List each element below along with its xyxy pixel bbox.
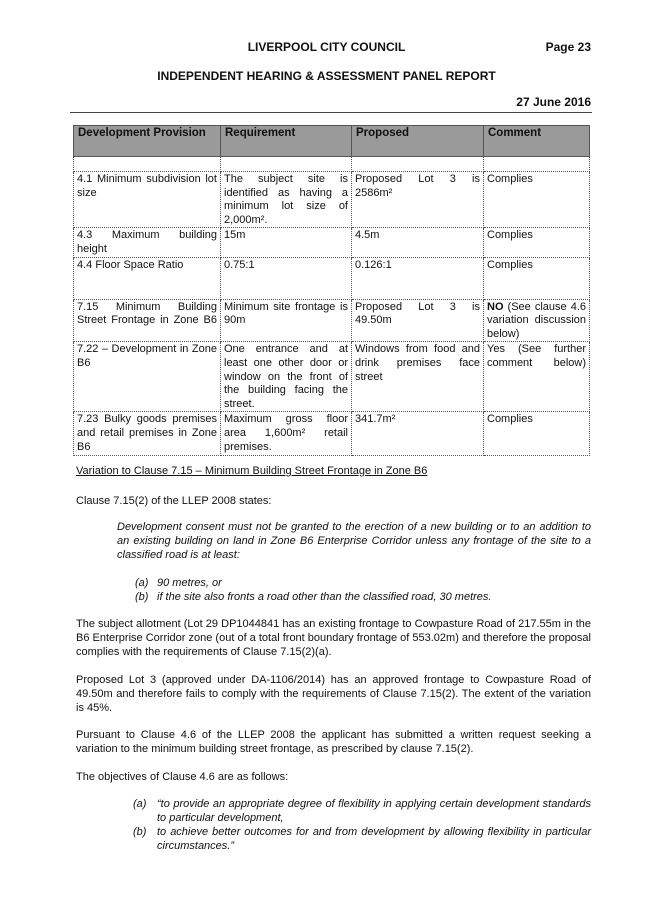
proposed-cell: Proposed Lot 3 is 2586m² — [352, 172, 484, 228]
provision-cell: 7.22 – Development in Zone B6 — [74, 342, 221, 412]
table-header-row — [74, 126, 590, 157]
paragraph: The subject allotment (Lot 29 DP1044841 has an existing frontage to Cowpasture Road of 217.55m in the B6 Enterprise Corridor zone (out of a total front boundary frontage of 553.02m) and therefore the proposal complies with the requirements of Clause 7.15(2)(a). — [76, 618, 591, 658]
report-title: INDEPENDENT HEARING & ASSESSMENT PANEL REPORT — [157, 69, 496, 83]
column-header: Comment — [484, 126, 590, 157]
column-header: Development Provision — [74, 126, 221, 157]
requirement-cell: The subject site is identified as having a minimum lot size of 2,000m². — [221, 172, 352, 228]
comment-text: Yes (See further comment below) — [487, 343, 586, 369]
objective-text: to achieve better outcomes for and from development by allowing flexibility in particular circumstances.” — [157, 826, 591, 852]
comment-text: (See clause 4.6 variation discussion below) — [487, 300, 586, 340]
clause-intro: Clause 7.15(2) of the LLEP 2008 states: — [76, 495, 272, 507]
proposed-cell: 341.7m² — [352, 412, 484, 456]
column-header: Requirement — [221, 126, 352, 157]
provision-cell: 4.4 Floor Space Ratio — [74, 257, 221, 299]
proposed-cell: Windows from food and drink premises face street — [352, 342, 484, 412]
table-row — [74, 257, 590, 299]
comment-cell — [484, 172, 590, 228]
comment-text: Complies — [487, 173, 533, 185]
provision-cell: 7.15 Minimum Building Street Frontage in Zone B6 — [74, 299, 221, 342]
header-rule — [70, 112, 592, 113]
provision-cell: 4.3 Maximum building height — [74, 228, 221, 257]
quote-item-text: 90 metres, or — [157, 577, 222, 589]
paragraph: Pursuant to Clause 4.6 of the LLEP 2008 the applicant has submitted a written request seeking a variation to the minimum building street frontage, as prescribed by clause 7.15(2). — [76, 729, 591, 755]
paragraph: The objectives of Clause 4.6 are as follows: — [76, 771, 289, 783]
proposed-cell: 0.126:1 — [352, 257, 484, 299]
quote-item-text: if the site also fronts a road other than the classified road, 30 metres. — [157, 591, 492, 603]
paragraph: Proposed Lot 3 (approved under DA-1106/2014) has an approved frontage to Cowpasture Road of 49.50m and therefore fails to comply with the requirements of Clause 7.15(2). The extent of the variation is 45%. — [76, 674, 591, 714]
table-spacer-row — [74, 157, 590, 172]
section-heading: Variation to Clause 7.15 – Minimum Building Street Frontage in Zone B6 — [76, 465, 428, 477]
provision-cell: 7.23 Bulky goods premises and retail premises in Zone B6 — [74, 412, 221, 456]
quote-item-label: (a) — [135, 577, 149, 589]
comment-cell — [484, 412, 590, 456]
table-row — [74, 342, 590, 412]
provision-cell: 4.1 Minimum subdivision lot size — [74, 172, 221, 228]
requirement-cell: 0.75:1 — [221, 257, 352, 299]
comment-cell — [484, 342, 590, 412]
report-date: 27 June 2016 — [516, 95, 591, 109]
objective-label: (b) — [133, 826, 147, 838]
table-row — [74, 412, 590, 456]
page-number: Page 23 — [545, 40, 591, 54]
compliance-table — [73, 125, 590, 456]
table-row — [74, 172, 590, 228]
comment-strong: NO — [487, 300, 504, 313]
clause-quote: Development consent must not be granted to the erection of a new building or to an addition to an existing building on land in Zone B6 Enterprise Corridor unless any frontage of the site to a classified road is at least: — [117, 521, 591, 561]
requirement-cell: 15m — [221, 228, 352, 257]
quote-item-label: (b) — [135, 591, 149, 603]
objective-label: (a) — [133, 798, 147, 810]
comment-cell — [484, 257, 590, 299]
requirement-cell: Minimum site frontage is 90m — [221, 299, 352, 342]
proposed-cell: Proposed Lot 3 is 49.50m — [352, 299, 484, 342]
comment-cell — [484, 299, 590, 342]
comment-text: Complies — [487, 258, 533, 271]
comment-text: Complies — [487, 229, 533, 242]
comment-text: Complies — [487, 413, 533, 426]
table-row — [74, 299, 590, 342]
table-row — [74, 228, 590, 257]
proposed-cell: 4.5m — [352, 228, 484, 257]
column-header: Proposed — [352, 126, 484, 157]
header-council: LIVERPOOL CITY COUNCIL — [247, 40, 406, 54]
comment-cell — [484, 228, 590, 257]
requirement-cell: Maximum gross floor area 1,600m² retail premises. — [221, 412, 352, 456]
objective-text: “to provide an appropriate degree of flexibility in applying certain development standards to particular development, — [157, 798, 591, 824]
requirement-cell: One entrance and at least one other door or window on the front of the building facing the street. — [221, 342, 352, 412]
